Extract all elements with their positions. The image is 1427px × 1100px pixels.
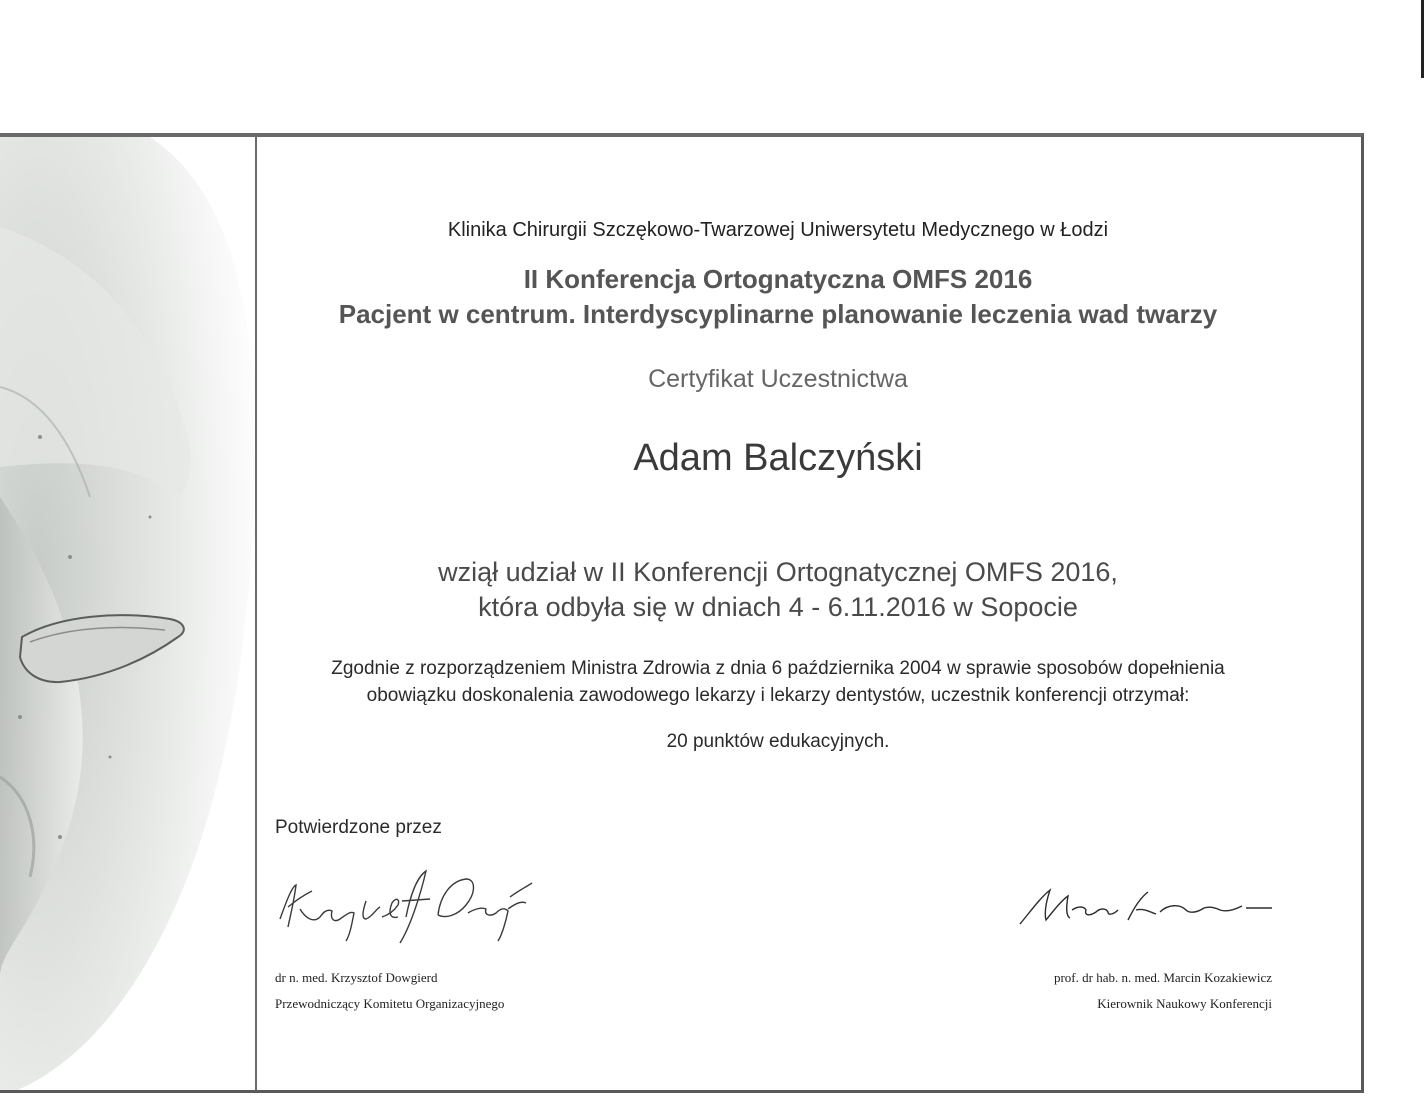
regulation-line2: obowiązku doskonalenia zawodowego lekarzy i lekarzy dentystów, uczestnik konferencji otrzymał:	[366, 685, 1190, 706]
institution-name: Klinika Chirurgii Szczękowo-Twarzowej Uniwersytetu Medycznego w Łodzi	[447, 219, 1109, 241]
signatory-right	[1054, 965, 1272, 1017]
signatory-right-role: Kierownik Naukowy Konferencji	[1097, 996, 1272, 1011]
conference-title-line2: Pacjent w centrum. Interdyscyplinarne planowanie leczenia wad twarzy	[338, 299, 1218, 329]
participation-line2: która odbyła się w dniach 4 - 6.11.2016 w Sopocie	[478, 592, 1078, 622]
signatory-left	[275, 965, 504, 1017]
face-sculpture-illustration	[0, 137, 255, 1090]
participant-name: Adam Balczyński	[633, 437, 923, 479]
signatory-left-role: Przewodniczący Komitetu Organizacyjnego	[275, 996, 505, 1011]
signatory-left-name: dr n. med. Krzysztof Dowgierd	[275, 970, 438, 985]
signature-right	[1010, 882, 1280, 937]
regulation-line1: Zgodnie z rozporządzeniem Ministra Zdrowia z dnia 6 października 2004 w sprawie sposobów dopełnienia	[331, 658, 1225, 679]
regulation-statement	[257, 655, 1299, 709]
conference-title	[257, 262, 1299, 332]
certificate-label: Certyfikat Uczestnictwa	[648, 365, 908, 393]
signatory-right-name: prof. dr hab. n. med. Marcin Kozakiewicz	[1053, 970, 1272, 985]
participation-statement	[257, 555, 1299, 625]
confirmed-by-label: Potwierdzone przez	[275, 817, 442, 838]
signature-left	[270, 857, 540, 952]
scan-edge	[1421, 0, 1424, 78]
conference-title-line1: II Konferencja Ortognatyczna OMFS 2016	[523, 264, 1033, 294]
certificate	[0, 133, 1364, 1093]
education-points: 20 punktów edukacyjnych.	[666, 731, 890, 752]
participation-line1: wziął udział w II Konferencji Ortognatycznej OMFS 2016,	[438, 557, 1118, 587]
